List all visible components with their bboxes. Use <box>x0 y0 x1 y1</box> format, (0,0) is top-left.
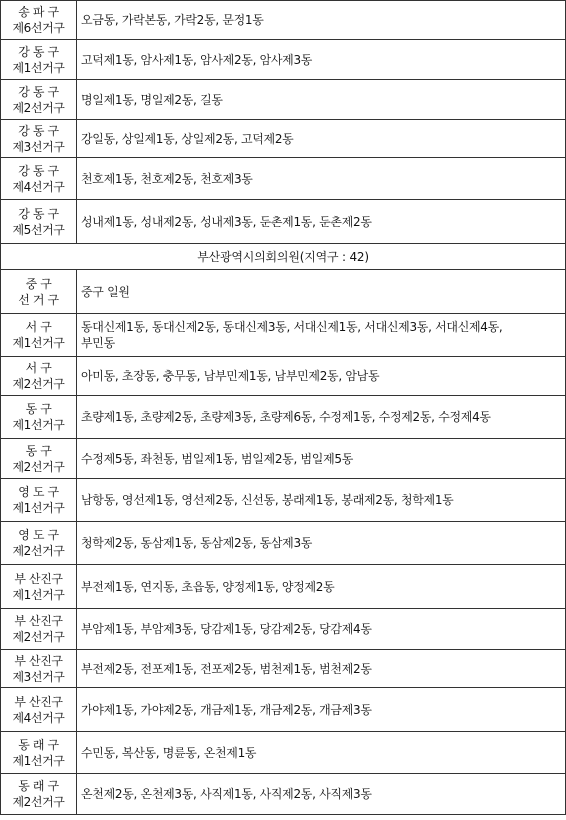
district-areas-cell: 초량제1동, 초량제2동, 초량제3동, 초량제6동, 수정제1동, 수정제2동, 수정제4동 <box>77 396 566 439</box>
district-name-cell: 동 래 구 제2선거구 <box>1 774 77 815</box>
district-areas-cell: 온천제2동, 온천제3동, 사직제1동, 사직제2동, 사직제3동 <box>77 774 566 815</box>
district-areas-cell: 고덕제1동, 암사제1동, 암사제2동, 암사제3동 <box>77 40 566 80</box>
district-name-cell: 부 산진구 제3선거구 <box>1 650 77 688</box>
district-areas-cell: 남항동, 영선제1동, 영선제2동, 신선동, 봉래제1동, 봉래제2동, 청학제1동 <box>77 479 566 522</box>
district-name-cell: 강 동 구 제2선거구 <box>1 80 77 120</box>
district-name-cell: 송 파 구 제6선거구 <box>1 1 77 40</box>
district-name-cell: 부 산진구 제4선거구 <box>1 688 77 732</box>
table-row <box>1 774 566 815</box>
district-areas-cell: 아미동, 초장동, 충무동, 남부민제1동, 남부민제2동, 암남동 <box>77 357 566 396</box>
table-row <box>1 650 566 688</box>
table-row <box>1 1 566 40</box>
district-areas-cell: 수정제5동, 좌천동, 범일제1동, 범일제2동, 범일제5동 <box>77 439 566 479</box>
district-areas-cell: 천호제1동, 천호제2동, 천호제3동 <box>77 158 566 200</box>
district-areas-cell: 성내제1동, 성내제2동, 성내제3동, 둔촌제1동, 둔촌제2동 <box>77 200 566 244</box>
district-name-cell: 서 구 제2선거구 <box>1 357 77 396</box>
table-row <box>1 732 566 774</box>
district-name-cell: 영 도 구 제2선거구 <box>1 522 77 565</box>
district-name-cell: 동 구 제2선거구 <box>1 439 77 479</box>
district-name-cell: 동 래 구 제1선거구 <box>1 732 77 774</box>
district-name-cell: 서 구 제1선거구 <box>1 314 77 357</box>
district-name-cell: 강 동 구 제3선거구 <box>1 120 77 158</box>
district-areas-cell: 수민동, 복산동, 명륜동, 온천제1동 <box>77 732 566 774</box>
table-row <box>1 522 566 565</box>
table-row <box>1 40 566 80</box>
table-row <box>1 314 566 357</box>
table-row <box>1 396 566 439</box>
table-row <box>1 688 566 732</box>
district-areas-cell: 청학제2동, 동삼제1동, 동삼제2동, 동삼제3동 <box>77 522 566 565</box>
table-row <box>1 609 566 650</box>
district-areas-cell: 부전제1동, 연지동, 초읍동, 양정제1동, 양정제2동 <box>77 565 566 609</box>
district-areas-cell: 오금동, 가락본동, 가락2동, 문정1동 <box>77 1 566 40</box>
district-areas-cell: 중구 일원 <box>77 270 566 314</box>
district-areas-cell: 동대신제1동, 동대신제2동, 동대신제3동, 서대신제1동, 서대신제3동, 서대신제4동, 부민동 <box>77 314 566 357</box>
district-areas-cell: 강일동, 상일제1동, 상일제2동, 고덕제2동 <box>77 120 566 158</box>
table-row <box>1 200 566 244</box>
table-row <box>1 158 566 200</box>
district-name-cell: 중 구 선 거 구 <box>1 270 77 314</box>
table-row <box>1 439 566 479</box>
district-name-cell: 강 동 구 제5선거구 <box>1 200 77 244</box>
table-row <box>1 357 566 396</box>
district-areas-cell: 부전제2동, 전포제1동, 전포제2동, 범천제1동, 범천제2동 <box>77 650 566 688</box>
district-name-cell: 부 산진구 제1선거구 <box>1 565 77 609</box>
district-areas-cell: 가야제1동, 가야제2동, 개금제1동, 개금제2동, 개금제3동 <box>77 688 566 732</box>
district-name-cell: 강 동 구 제1선거구 <box>1 40 77 80</box>
district-name-cell: 부 산진구 제2선거구 <box>1 609 77 650</box>
table-row <box>1 565 566 609</box>
district-name-cell: 영 도 구 제1선거구 <box>1 479 77 522</box>
district-name-cell: 동 구 제1선거구 <box>1 396 77 439</box>
district-areas-cell: 명일제1동, 명일제2동, 길동 <box>77 80 566 120</box>
table-row <box>1 120 566 158</box>
district-areas-cell: 부암제1동, 부암제3동, 당감제1동, 당감제2동, 당감제4동 <box>77 609 566 650</box>
section-header: 부산광역시의회의원(지역구 : 42) <box>1 244 566 270</box>
table-row <box>1 80 566 120</box>
district-name-cell: 강 동 구 제4선거구 <box>1 158 77 200</box>
table-row <box>1 479 566 522</box>
table-row <box>1 270 566 314</box>
section-header-row <box>1 244 566 270</box>
